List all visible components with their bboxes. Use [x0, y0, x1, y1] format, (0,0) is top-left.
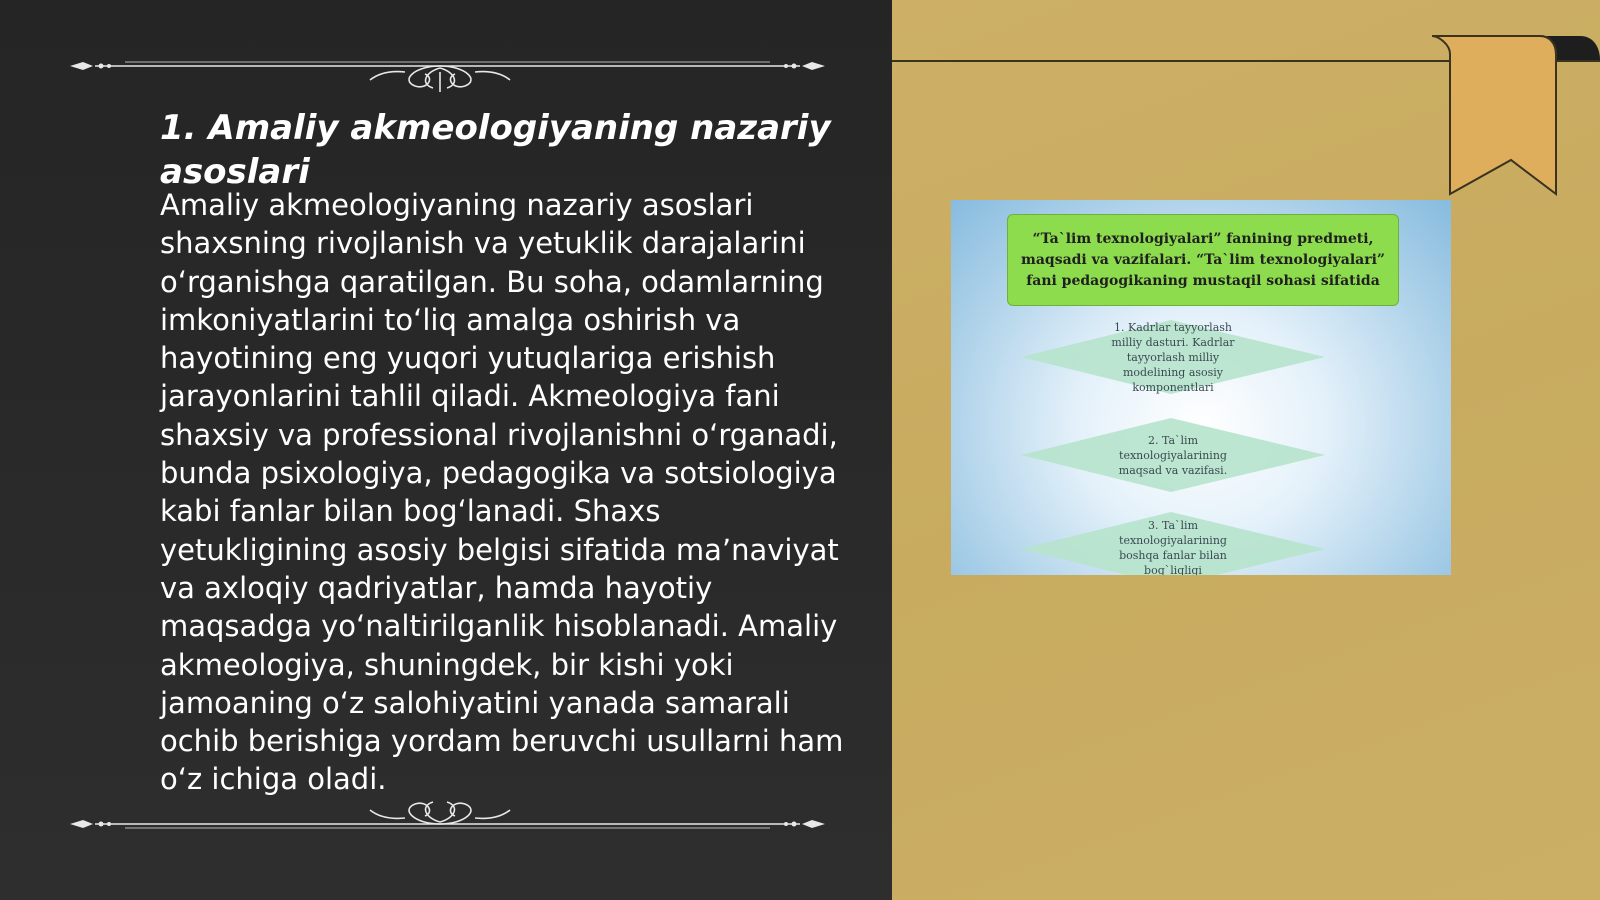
diamond-label: 2. Ta`lim texnologiyalarining maqsad va vazifasi.	[1118, 433, 1228, 477]
slide-image	[951, 200, 1451, 575]
flourish-divider-icon	[65, 42, 830, 92]
image-diamond-item	[1021, 512, 1325, 575]
bookmark-ribbon-icon	[1432, 34, 1600, 204]
diamond-label: 1. Kadrlar tayyorlash milliy dasturi. Kadrlar tayyorlash milliy modelining asosiy komponentlari	[1111, 320, 1235, 394]
image-diamond-item	[1021, 418, 1325, 492]
slide-body-text: Amaliy akmeologiyaning nazariy asoslari shaxsning rivojlanish va yetuklik darajalarini o‘rganishga qaratilgan. Bu soha, odamlarning imkoniyatlarini to‘liq amalga oshirish va hayotining eng yuqori yutuqlariga erishish jarayonlarini tahlil qiladi. Akmeologiya fani shaxsiy va professional rivojlanishni o‘rganadi, bunda psixologiya, pedagogika va sotsiologiya kabi fanlar bilan bog‘lanadi. Shaxs yetukligining asosiy belgisi sifatida ma’naviyat va axloqiy qadriyatlar, hamda hayotiy maqsadga yo‘naltirilganlik hisoblanadi. Amaliy akmeologiya, shuningdek, bir kishi yoki jamoaning o‘z salohiyatini yanada samarali ochib berishiga yordam beruvchi usullarni ham o‘z ichiga oladi.	[160, 188, 844, 797]
flourish-divider-icon	[65, 798, 830, 848]
image-header-box: “Ta`lim texnologiyalari” fanining predmeti, maqsadi va vazifalari. “Ta`lim texnologiyalari” fani pedagogikaning mustaqil sohasi sifatida	[1007, 214, 1399, 306]
diamond-label: 3. Ta`lim texnologiyalarining boshqa fanlar bilan bog`liqligi	[1119, 519, 1227, 575]
image-diamond-item	[1021, 320, 1325, 394]
slide-title: 1. Amaliy akmeologiyaning nazariy asoslari	[160, 108, 831, 192]
